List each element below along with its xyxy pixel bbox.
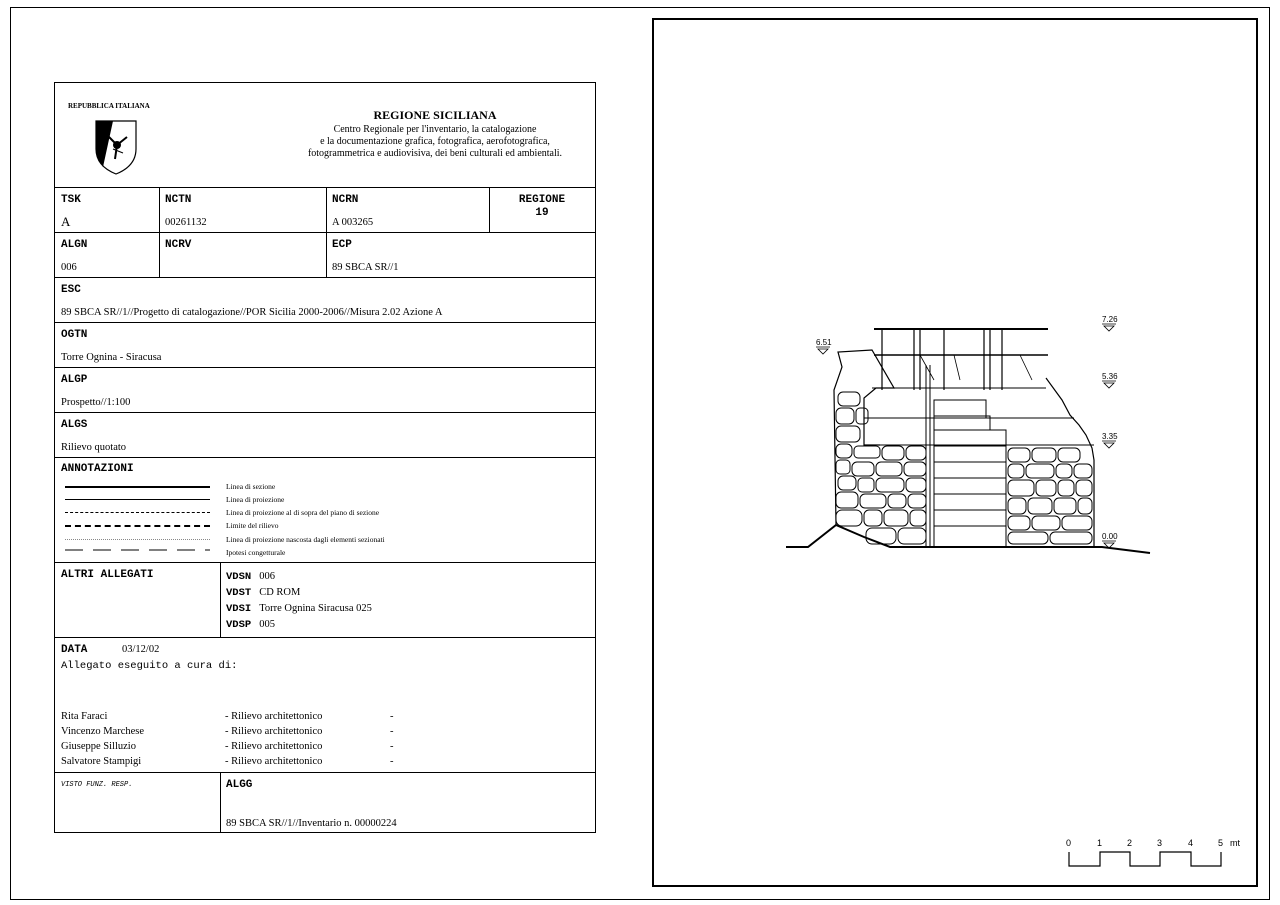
credit-role: - Rilievo architettonico xyxy=(225,726,323,737)
tsk-value: A xyxy=(61,214,71,229)
annotazioni-label: ANNOTAZIONI xyxy=(61,463,134,475)
scale-bar xyxy=(1066,838,1240,866)
visto-label: VISTO FUNZ. RESP. xyxy=(61,781,133,789)
level-left-top: 6.51 xyxy=(816,338,832,347)
ogtn-value: Torre Ognina - Siracusa xyxy=(61,352,162,363)
scale-tick-label: 1 xyxy=(1097,838,1103,848)
legend-item: Linea di proiezione al di sopra del piano di sezione xyxy=(226,508,380,517)
row-annotazioni xyxy=(55,458,595,563)
level-top: 7.26 xyxy=(1102,315,1118,324)
row-tsk xyxy=(55,188,595,233)
esc-value: 89 SBCA SR//1//Progetto di catalogazione//POR Sicilia 2000-2006//Misura 2.02 Azione A xyxy=(61,307,443,318)
algg-value: 89 SBCA SR//1//Inventario n. 00000224 xyxy=(226,818,397,829)
nctn-value: 00261132 xyxy=(165,217,207,228)
row-footer xyxy=(55,773,595,832)
legend-item: Limite del rilievo xyxy=(226,521,279,530)
tsk-label: TSK xyxy=(61,194,81,206)
scale-tick-label: 0 xyxy=(1066,838,1072,848)
algg-label: ALGG xyxy=(226,779,253,791)
attachments-list xyxy=(226,568,372,632)
data-caption: Allegato eseguito a cura di: xyxy=(61,660,238,672)
catalog-card xyxy=(54,82,596,833)
credit-extra: - xyxy=(390,756,394,767)
masonry-left xyxy=(836,392,926,544)
regione-label: REGIONE xyxy=(518,194,566,206)
region-title: REGIONE SICILIANA xyxy=(373,108,497,122)
row-ogtn xyxy=(55,323,595,368)
credit-role: - Rilievo architettonico xyxy=(225,756,323,767)
credit-name: Vincenzo Marchese xyxy=(61,726,145,737)
algp-value: Prospetto//1:100 xyxy=(61,397,131,408)
legend-line-hypothesis xyxy=(65,548,210,552)
ogtn-label: OGTN xyxy=(61,329,88,341)
scale-tick-label: 4 xyxy=(1188,838,1194,848)
legend-line-above xyxy=(65,512,210,513)
regione-value: 19 xyxy=(535,207,549,219)
credit-name: Giuseppe Silluzio xyxy=(61,741,136,752)
ncrv-label: NCRV xyxy=(165,239,192,251)
legend-item: Linea di proiezione xyxy=(226,495,285,504)
ecp-value: 89 SBCA SR//1 xyxy=(332,262,399,273)
row-esc xyxy=(55,278,595,323)
nctn-label: NCTN xyxy=(165,194,192,206)
row-allegati xyxy=(55,563,595,638)
algp-label: ALGP xyxy=(61,374,88,386)
legend-line-projection xyxy=(65,499,210,500)
credit-role: - Rilievo architettonico xyxy=(225,741,323,752)
scale-unit: mt xyxy=(1230,838,1240,848)
drawing-frame xyxy=(652,18,1258,887)
legend-line-section xyxy=(65,486,210,488)
card-header xyxy=(55,83,595,188)
legend-item: Linea di proiezione nascosta dagli elementi sezionati xyxy=(226,535,385,544)
credit-name: Salvatore Stampigi xyxy=(61,756,142,767)
data-label: DATA xyxy=(61,644,88,656)
ecp-label: ECP xyxy=(332,239,352,251)
attachment-item: VDSP 005 xyxy=(226,619,275,631)
esc-label: ESC xyxy=(61,284,81,296)
region-subtitle: Centro Regionale per l'inventario, la catalogazione e la documentazione grafica, fotografica, aerofotografica, fotogrammetrica e audiovisiva, dei beni culturali ed ambientali. xyxy=(307,124,563,159)
trinacria-shield-icon xyxy=(93,119,139,175)
masonry-right xyxy=(1008,448,1092,544)
legend-item: Ipotesi congetturale xyxy=(226,548,286,557)
row-algp xyxy=(55,368,595,413)
scale-tick-label: 5 xyxy=(1218,838,1224,848)
row-data xyxy=(55,638,595,773)
legend-line-hidden xyxy=(65,539,210,540)
credit-extra: - xyxy=(390,726,394,737)
credit-extra: - xyxy=(390,711,394,722)
ncrn-value: A 003265 xyxy=(332,217,374,228)
scale-tick-label: 2 xyxy=(1127,838,1133,848)
algn-value: 006 xyxy=(61,262,77,273)
scale-tick-label: 3 xyxy=(1157,838,1163,848)
allegati-label: ALTRI ALLEGATI xyxy=(61,569,154,581)
row-algs xyxy=(55,413,595,458)
row-algn xyxy=(55,233,595,278)
data-date: 03/12/02 xyxy=(122,644,160,655)
level-lower: 3.35 xyxy=(1102,432,1118,441)
algn-label: ALGN xyxy=(61,239,88,251)
level-ground: 0.00 xyxy=(1102,532,1118,541)
ncrn-label: NCRN xyxy=(332,194,359,206)
tower-elevation-drawing xyxy=(654,20,1256,885)
algs-value: Rilievo quotato xyxy=(61,442,127,453)
credit-extra: - xyxy=(390,741,394,752)
legend-item: Linea di sezione xyxy=(226,482,276,491)
attachment-item: VDSI Torre Ognina Siracusa 025 xyxy=(226,603,372,615)
algs-label: ALGS xyxy=(61,419,88,431)
level-mid: 5.36 xyxy=(1102,372,1118,381)
attachment-item: VDSN 006 xyxy=(226,571,275,583)
republic-label: REPUBBLICA ITALIANA xyxy=(68,102,150,110)
legend-line-limit xyxy=(65,525,210,527)
credit-role: - Rilievo architettonico xyxy=(225,711,323,722)
credit-name: Rita Faraci xyxy=(61,711,108,722)
attachment-item: VDST CD ROM xyxy=(226,587,301,599)
